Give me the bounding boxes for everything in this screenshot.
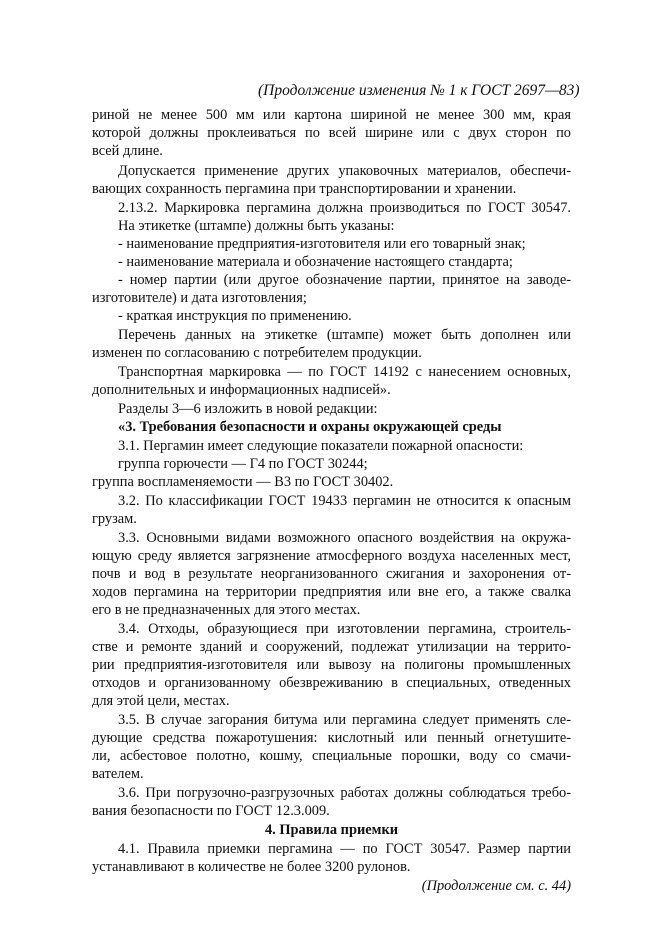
text-line: грузам. xyxy=(92,511,137,527)
text-line: группа горючести — Г4 по ГОСТ 30244; xyxy=(118,456,368,472)
text-line: Перечень данных на этикетке (штампе) может быть дополнен или xyxy=(118,327,571,343)
text-line: - наименование материала и обозначение настоящего стандарта; xyxy=(118,254,513,270)
text-line: 3.4. Отходы, образующиеся при изготовлении пергамина, строитель- xyxy=(118,621,571,637)
continuation-header: (Продолжение изменения № 1 к ГОСТ 2697—83) xyxy=(258,82,580,99)
text-line: вания безопасности по ГОСТ 12.3.009. xyxy=(92,803,330,819)
text-line: устанавливают в количестве не более 3200 рулонов. xyxy=(92,859,411,875)
text-line: изменен по согласованию с потребителем продукции. xyxy=(92,345,422,361)
text-line: 4.1. Правила приемки пергамина — по ГОСТ 30547. Размер партии xyxy=(118,841,571,857)
text-line: ли, асбестовое полотно, кошму, специальные порошки, воду со смачи- xyxy=(92,748,571,764)
text-line: ходов пергамина на территории предприятия или вне его, а также свалка xyxy=(92,584,571,600)
text-line: вающих сохранность пергамина при транспортировании и хранении. xyxy=(92,181,517,197)
text-line: изготовителе) и дата изготовления; xyxy=(92,290,307,306)
text-line: - краткая инструкция по применению. xyxy=(118,308,352,324)
text-line: Разделы 3—6 изложить в новой редакции: xyxy=(118,401,378,417)
text-line: Транспортная маркировка — по ГОСТ 14192 с нанесением основных, xyxy=(118,364,571,380)
section-heading-3: «3. Требования безопасности и охраны окружающей среды xyxy=(118,419,502,435)
text-line: риной не менее 500 мм или картона шириной не менее 300 мм, края xyxy=(92,107,571,123)
text-line: 3.3. Основными видами возможного опасного воздействия на окружа- xyxy=(118,530,571,546)
text-line: отходов и организованному обезвреживанию в специальных, отведенных xyxy=(92,675,571,691)
text-line: 2.13.2. Маркировка пергамина должна производиться по ГОСТ 30547. xyxy=(118,200,571,216)
text-line: всей длине. xyxy=(92,143,163,159)
text-line: которой должны проклеиваться по всей ширине или с двух сторон по xyxy=(92,125,571,141)
text-line: вателем. xyxy=(92,766,144,782)
text-line: дующие средства пожаротушения: кислотный или пенный огнетушите- xyxy=(92,730,571,746)
text-line: ющую среду является загрязнение атмосферного воздуха населенных мест, xyxy=(92,548,571,564)
text-line: На этикетке (штампе) должны быть указаны: xyxy=(118,218,395,234)
text-line: 3.6. При погрузочно-разгрузочных работах должны соблюдаться требо- xyxy=(118,785,571,801)
continuation-footer: (Продолжение см. с. 44) xyxy=(421,878,571,894)
text-line: 3.5. В случае загорания битума или пергамина следует применять сле- xyxy=(118,712,571,728)
text-line: рии предприятия-изготовителя или вывозу на полигоны промышленных xyxy=(92,657,571,673)
section-heading-4: 4. Правила приемки xyxy=(264,822,399,838)
text-line: стве и ремонте зданий и сооружений, подлежат утилизации на террито- xyxy=(92,639,571,655)
text-line: дополнительных и информационных надписей». xyxy=(92,382,391,398)
text-line: группа воспламеняемости — В3 по ГОСТ 30402. xyxy=(92,474,394,490)
text-line: для этой цели, местах. xyxy=(92,693,230,709)
text-line: 3.2. По классификации ГОСТ 19433 пергамин не относится к опасным xyxy=(118,493,571,509)
text-line: почв и вод в результате неорганизованного сжигания и захоронения от- xyxy=(92,566,571,582)
text-line: - номер партии (или другое обозначение партии, принятое на заводе- xyxy=(118,272,571,288)
text-line: его в не предназначенных для этого местах. xyxy=(92,602,361,618)
text-line: Допускается применение других упаковочных материалов, обеспечи- xyxy=(118,163,571,179)
text-line: 3.1. Пергамин имеет следующие показатели пожарной опасности: xyxy=(118,438,524,454)
text-line: - наименование предприятия-изготовителя или его товарный знак; xyxy=(118,236,526,252)
